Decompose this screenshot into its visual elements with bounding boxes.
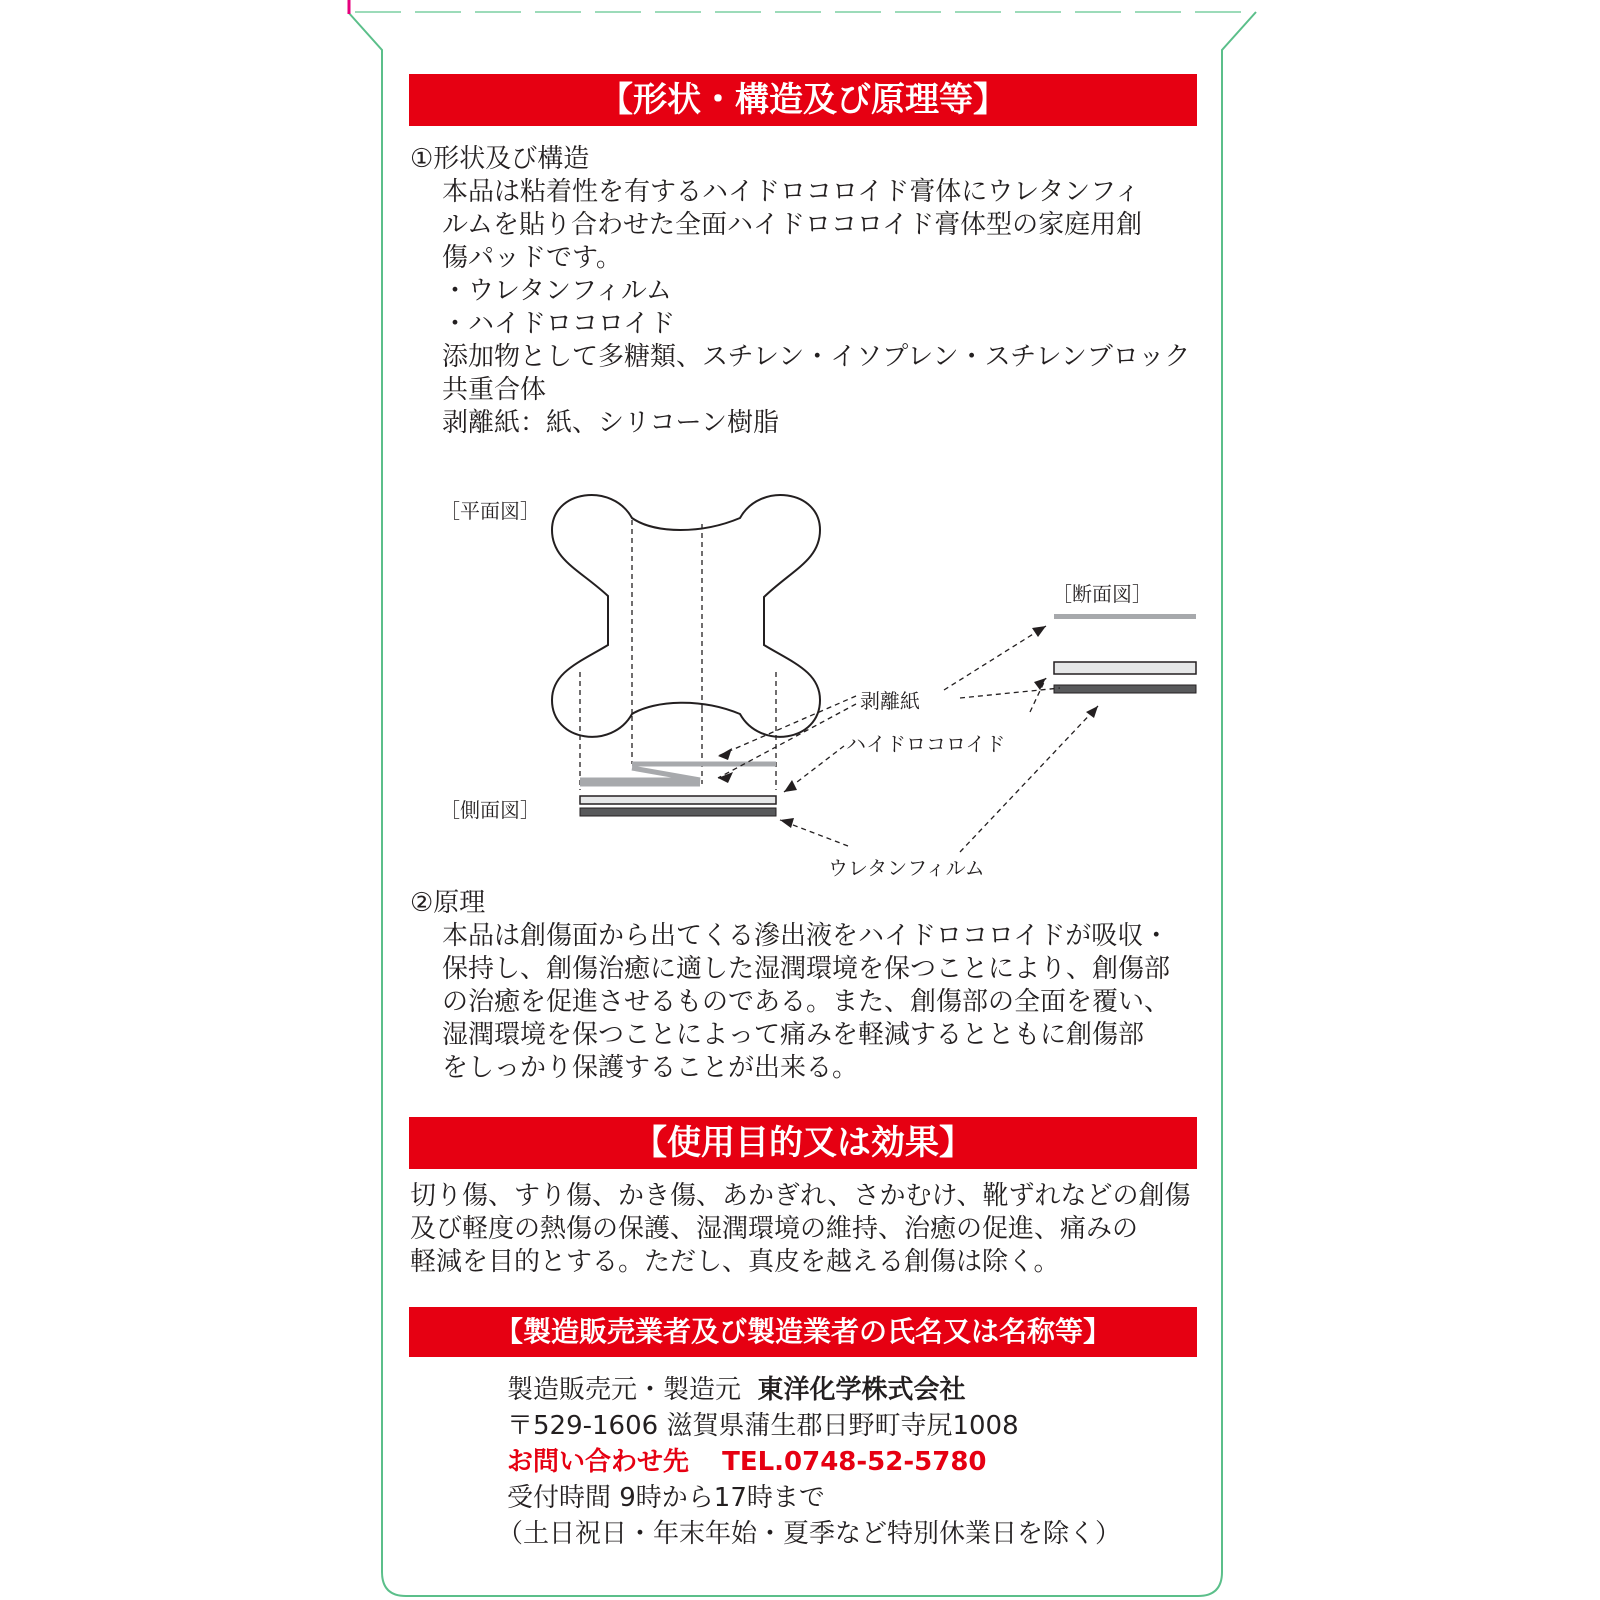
urethane-film-label: ウレタンフィルム [828, 856, 985, 880]
text-line: 共重合体 [442, 375, 547, 405]
side-release-paper-layer [580, 768, 700, 780]
manufacturer-line [507, 1372, 1019, 1408]
phone-number[interactable]: TEL.0748-52-5780 [722, 1447, 987, 1477]
pad-plan-view [552, 495, 820, 737]
section-hydrocolloid-layer [1054, 662, 1196, 674]
reception-hours: 受付時間 9時から17時まで [507, 1483, 825, 1513]
contact-label: お問い合わせ先 [507, 1447, 690, 1477]
shape-body [442, 176, 1190, 440]
manufacturer-role: 製造販売元・製造元 [507, 1375, 742, 1405]
purpose-body [410, 1180, 1191, 1279]
text-line: 剥離紙：紙、シリコーン樹脂 [442, 408, 779, 438]
shape-heading: ①形状及び構造 [410, 144, 590, 174]
text-line: ・ハイドロコロイド [442, 309, 676, 339]
text-line: の治癒を促進させるものである。また、創傷部の全面を覆い、 [442, 987, 1171, 1017]
text-line: ・ウレタンフィルム [442, 276, 672, 306]
purpose-header: 【使用目的又は効果】 [409, 1117, 1197, 1169]
text-line: をしっかり保護することが出来る。 [442, 1053, 859, 1083]
address: 〒529-1606 滋賀県蒲生郡日野町寺尻1008 [507, 1411, 1019, 1441]
company-name: 東洋化学株式会社 [757, 1375, 966, 1405]
side-hydrocolloid-layer [580, 796, 776, 804]
manufacturer-info [507, 1372, 1019, 1516]
text-line: ルムを貼り合わせた全面ハイドロコロイド膏体型の家庭用創 [442, 210, 1143, 240]
text-line: 湿潤環境を保つことによって痛みを軽減するとともに創傷部 [442, 1020, 1145, 1050]
hydrocolloid-label: ハイドロコロイド [846, 732, 1006, 756]
side-urethane-layer [580, 808, 776, 816]
text-line: 及び軽度の熱傷の保護、湿潤環境の維持、治癒の促進、痛みの [410, 1214, 1139, 1244]
text-line: 傷パッドです。 [442, 243, 622, 273]
principle-heading: ②原理 [410, 888, 486, 918]
cross-section-label: ［断面図］ [1052, 582, 1152, 606]
release-paper-label: 剥離紙 [860, 689, 920, 713]
leader-line [960, 688, 1060, 698]
principle-body [442, 920, 1170, 1085]
text-line: 切り傷、すり傷、かき傷、あかぎれ、さかむけ、靴ずれなどの創傷 [410, 1181, 1191, 1211]
text-line: 本品は創傷面から出てくる滲出液をハイドロコロイドが吸収・ [442, 921, 1170, 951]
text-line: 保持し、創傷治癒に適した湿潤環境を保つことにより、創傷部 [442, 954, 1171, 984]
text-line: 本品は粘着性を有するハイドロコロイド膏体にウレタンフィ [442, 177, 1141, 207]
section-release-paper-layer [1054, 614, 1196, 619]
shape-structure-header: 【形状・構造及び原理等】 [409, 74, 1197, 126]
contact-line [507, 1444, 1019, 1480]
text-line: 添加物として多糖類、スチレン・イソプレン・スチレンブロック [442, 342, 1191, 372]
side-view-label: ［側面図］ [440, 798, 540, 822]
holiday-note: （土日祝日・年末年始・夏季など特別休業日を除く） [497, 1519, 1122, 1549]
manufacturer-header: 【製造販売業者及び製造業者の氏名又は名称等】 [409, 1307, 1197, 1357]
text-line: 軽減を目的とする。ただし、真皮を越える創傷は除く。 [410, 1247, 1060, 1277]
section-urethane-layer [1054, 685, 1196, 693]
plan-view-label: ［平面図］ [440, 499, 540, 523]
